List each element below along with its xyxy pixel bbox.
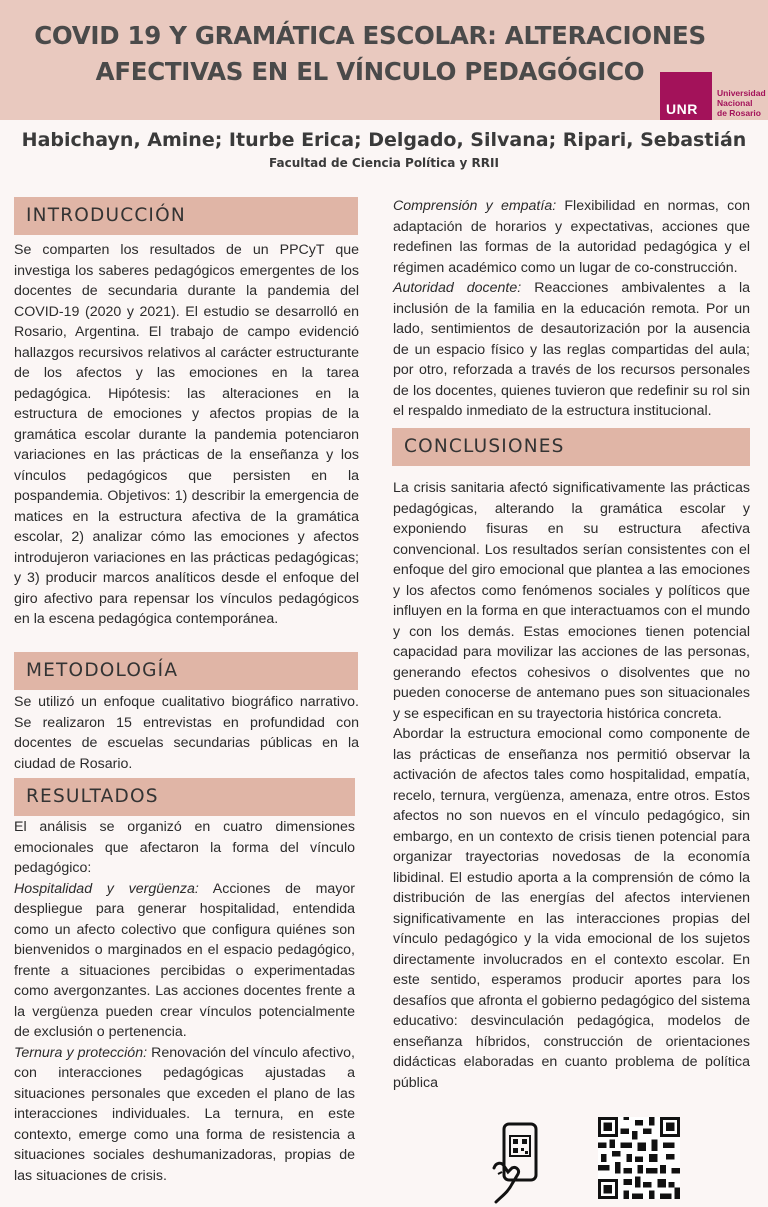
conclusiones-paragraph-2: Abordar la estructura emocional como componente de las prácticas de enseñanza nos permitió observar la activación de afectos tales como hospitalidad, empatía, recelo, ternura, vergüenza, amenaza, entre otros. Estos afectos no son nuevos en el vínculo pedagógico, sin embargo, en un contexto de crisis tienen potencial para organizar trayectorias novedosas de la economía libidinal. El estudio aporta a la comprensión de cómo la distribución de las energías del afectos intervienen significativamente en las interacciones propias del vínculo pedagógico y la vida emocional de los sujetos directamente involucrados en el contexto escolar. En este sentido, esperamos producir aportes para los desafíos que afronta el gobierno pedagógico del sistema educativo: desvinculación pedagógica, modelos de enseñanza híbridos, construcción de orientaciones didácticas elaboradas en cuanto problema de política pública <box>393 726 750 1091</box>
logo-line-2: Nacional <box>717 98 753 108</box>
item-label: Hospitalidad y vergüenza: <box>14 880 199 897</box>
introduccion-text <box>14 240 359 630</box>
section-heading-metodologia: METODOLOGÍA <box>14 652 358 690</box>
unr-logo-text <box>717 88 766 118</box>
item-text: Acciones de mayor despliegue para generar hospitalidad, entendida como un afecto colectivo que configura quiénes son bienvenidos o marginados en el espacio pedagógico, frente a situaciones percibidas o experimentadas como avergonzantes. Las acciones docentes frente a la vergüenza pueden crear vínculos potencialmente de exclusión o pertenencia. <box>14 880 355 1040</box>
item-label: Ternura y protección: <box>14 1044 148 1061</box>
unr-logo-abbr: UNR <box>666 101 698 117</box>
header-banner <box>0 0 768 120</box>
section-heading-conclusiones: CONCLUSIONES <box>392 428 750 466</box>
phone-qr-scan-icon <box>490 1122 546 1204</box>
metodologia-text <box>14 692 359 774</box>
logo-line-1: Universidad <box>717 88 766 98</box>
item-text: Renovación del vínculo afectivo, con interacciones pedagógicas ajustadas a situaciones personales que exceden el plano de las interacciones individuales. La ternura, en este contexto, emerge como una forma de resistencia a situaciones sociales deshumanizadoras, propias de las situaciones de crisis. <box>14 1044 355 1184</box>
unr-logo <box>660 72 768 120</box>
qr-code-icon <box>598 1117 680 1199</box>
logo-line-3: de Rosario <box>717 108 761 118</box>
resultados-text <box>14 817 355 1186</box>
resultados-intro: El análisis se organizó en cuatro dimensiones emocionales que afectaron la forma del vínculo pedagógico: <box>14 819 355 876</box>
faculty: Facultad de Ciencia Política y RRII <box>269 156 499 170</box>
title-line-1: COVID 19 Y GRAMÁTICA ESCOLAR: ALTERACIONES <box>34 21 706 50</box>
title-line-2: AFECTIVAS EN EL VÍNCULO PEDAGÓGICO <box>95 57 645 86</box>
metodologia-paragraph: Se utilizó un enfoque cualitativo biográfico narrativo. Se realizaron 15 entrevistas en profundidad con docentes de escuelas secundarias públicas en la ciudad de Rosario. <box>14 694 359 772</box>
conclusiones-text <box>393 478 750 1093</box>
section-heading-resultados: RESULTADOS <box>14 778 355 816</box>
resultados-item-comprension <box>393 196 750 278</box>
item-text: Reacciones ambivalentes a la inclusión de la familia en la educación remota. Por un lado, sentimientos de desautorización por la ausencia de un espacio físico y las reglas compartidas del aula; por otro, reforzada a través de los recursos personales de los docentes, quienes tuvieron que redefinir su rol sin el respaldo inmediato de la estructura institucional. <box>393 280 750 419</box>
poster-title <box>20 18 720 90</box>
item-label: Autoridad docente: <box>393 280 522 296</box>
introduccion-paragraph: Se comparten los resultados de un PPCyT que investiga los saberes pedagógicos emergentes de los docentes de secundaria durante la pandemia del COVID-19 (2020 y 2021). El estudio se desarrolló en Rosario, Argentina. El trabajo de campo evidenció hallazgos recursivos relativos al carácter estructurante de los afectos y las emociones en la tarea pedagógica. Hipótesis: las alteraciones en la estructura de emociones y afectos propias de la gramática escolar durante la pandemia potenciaron variaciones en las prácticas de la enseñanza y los vínculos pedagógicos que persisten en la pospandemia. Objetivos: 1) describir la emergencia de matices en la estructura afectiva de la gramática escolar, 2) analizar cómo las emociones y afectos introdujeron variaciones en las prácticas pedagógicas; y 3) producir marcos analíticos desde el enfoque del giro afectivo para repensar los vínculos pedagógicos en la escena pedagógica contemporánea. <box>14 242 359 627</box>
authors: Habichayn, Amine; Iturbe Erica; Delgado, Silvana; Ripari, Sebastián <box>21 129 747 151</box>
item-label: Comprensión y empatía: <box>393 198 557 214</box>
resultados-item-autoridad <box>393 278 750 422</box>
section-heading-introduccion: INTRODUCCIÓN <box>14 197 358 235</box>
resultados-continued <box>393 196 750 422</box>
resultados-item-ternura <box>14 1043 355 1187</box>
resultados-item-hospitalidad <box>14 879 355 1043</box>
item-text: Flexibilidad en normas, con adaptación de horarios y expectativas, acciones que redefinen las formas de la autoridad pedagógica y el régimen académico como un lugar de co-construcción. <box>393 198 750 276</box>
conclusiones-paragraph-1: La crisis sanitaria afectó significativamente las prácticas pedagógicas, alterando la gramática escolar y exponiendo fisuras en su estructura afectiva convencional. Los resultados serían consistentes con el enfoque del giro emocional que plantea a las emociones y los afectos como fenómenos sociales y políticos que influyen en la forma en que interactuamos con el mundo y con los demás. Estas emociones tienen potencial capacidad para movilizar las acciones de las personas, generando efectos cohesivos o disolventes que no pueden conocerse de antemano pues son situacionales y se especifican en su trayectoria histórica concreta. <box>393 480 750 722</box>
unr-logo-box <box>660 72 712 120</box>
